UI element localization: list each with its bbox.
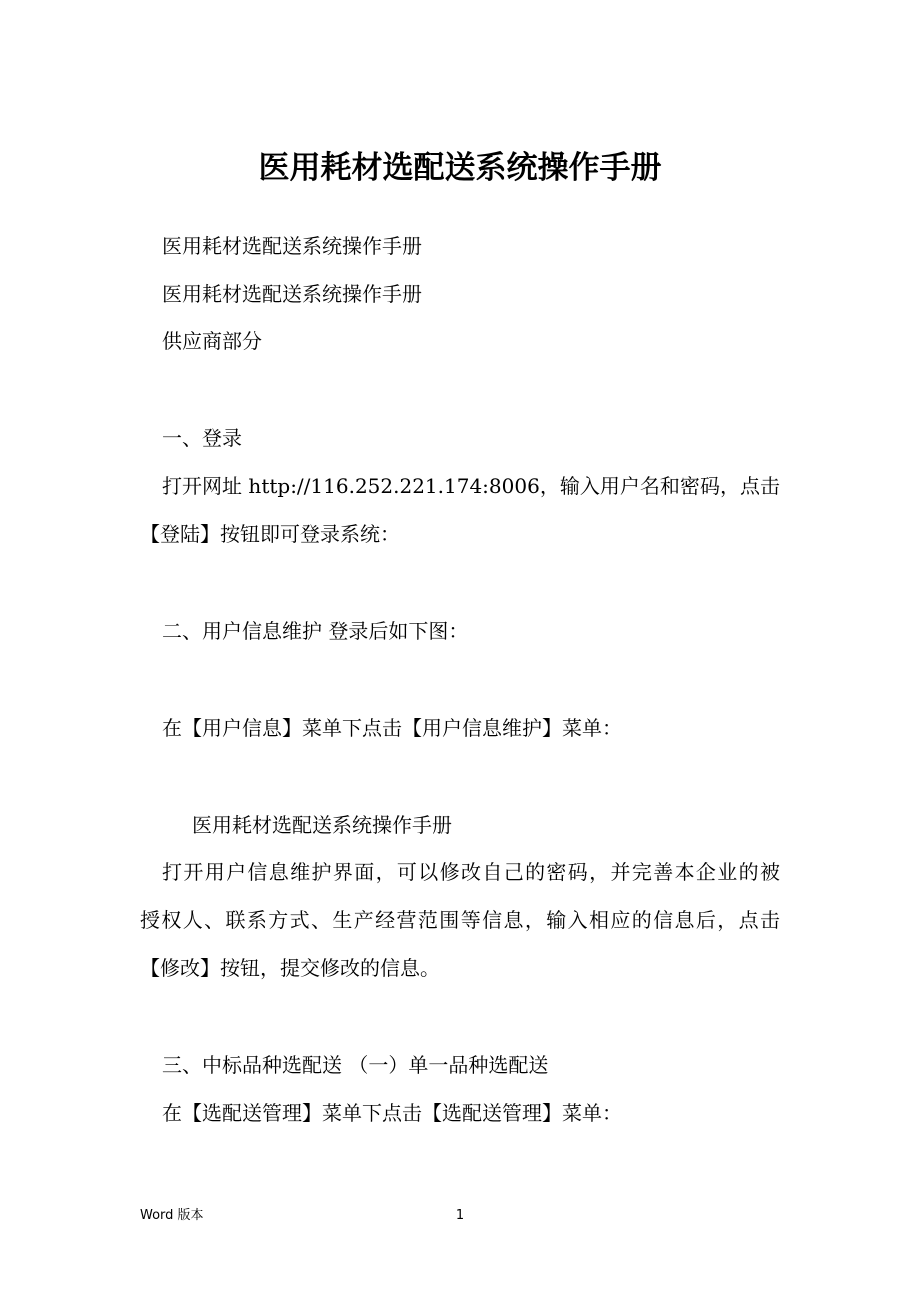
heading-user-info: 二、用户信息维护 登录后如下图： [162,619,469,643]
footer-label: Word 版本 [140,1208,204,1223]
paragraph-user-info-desc-2: 授权人、联系方式、生产经营范围等信息，输入相应的信息后，点击 [140,908,780,932]
paragraph-login-instruction: 打开网址 http://116.252.221.174:8006，输入用户名和密码，点击 [162,474,780,498]
paragraph-user-info-desc-1: 打开用户信息维护界面，可以修改自己的密码，并完善本企业的被 [162,860,780,884]
footer-page-number: 1 [455,1208,465,1223]
paragraph-subtitle-2: 医用耗材选配送系统操作手册 [162,282,422,306]
document-title: 医用耗材选配送系统操作手册 [258,150,662,186]
paragraph-manual-title-repeat: 医用耗材选配送系统操作手册 [192,813,452,837]
paragraph-login-instruction-cont: 【登陆】按钮即可登录系统： [140,522,400,546]
paragraph-user-info-desc-3: 【修改】按钮，提交修改的信息。 [140,956,440,980]
paragraph-user-info-menu: 在【用户信息】菜单下点击【用户信息维护】菜单： [162,716,622,740]
heading-login: 一、登录 [162,426,242,450]
paragraph-selection-menu: 在【选配送管理】菜单下点击【选配送管理】菜单： [162,1101,622,1125]
paragraph-subtitle-1: 医用耗材选配送系统操作手册 [162,234,422,258]
heading-selection-delivery: 三、中标品种选配送 （一）单一品种选配送 [162,1053,549,1077]
paragraph-supplier-section: 供应商部分 [162,329,262,353]
